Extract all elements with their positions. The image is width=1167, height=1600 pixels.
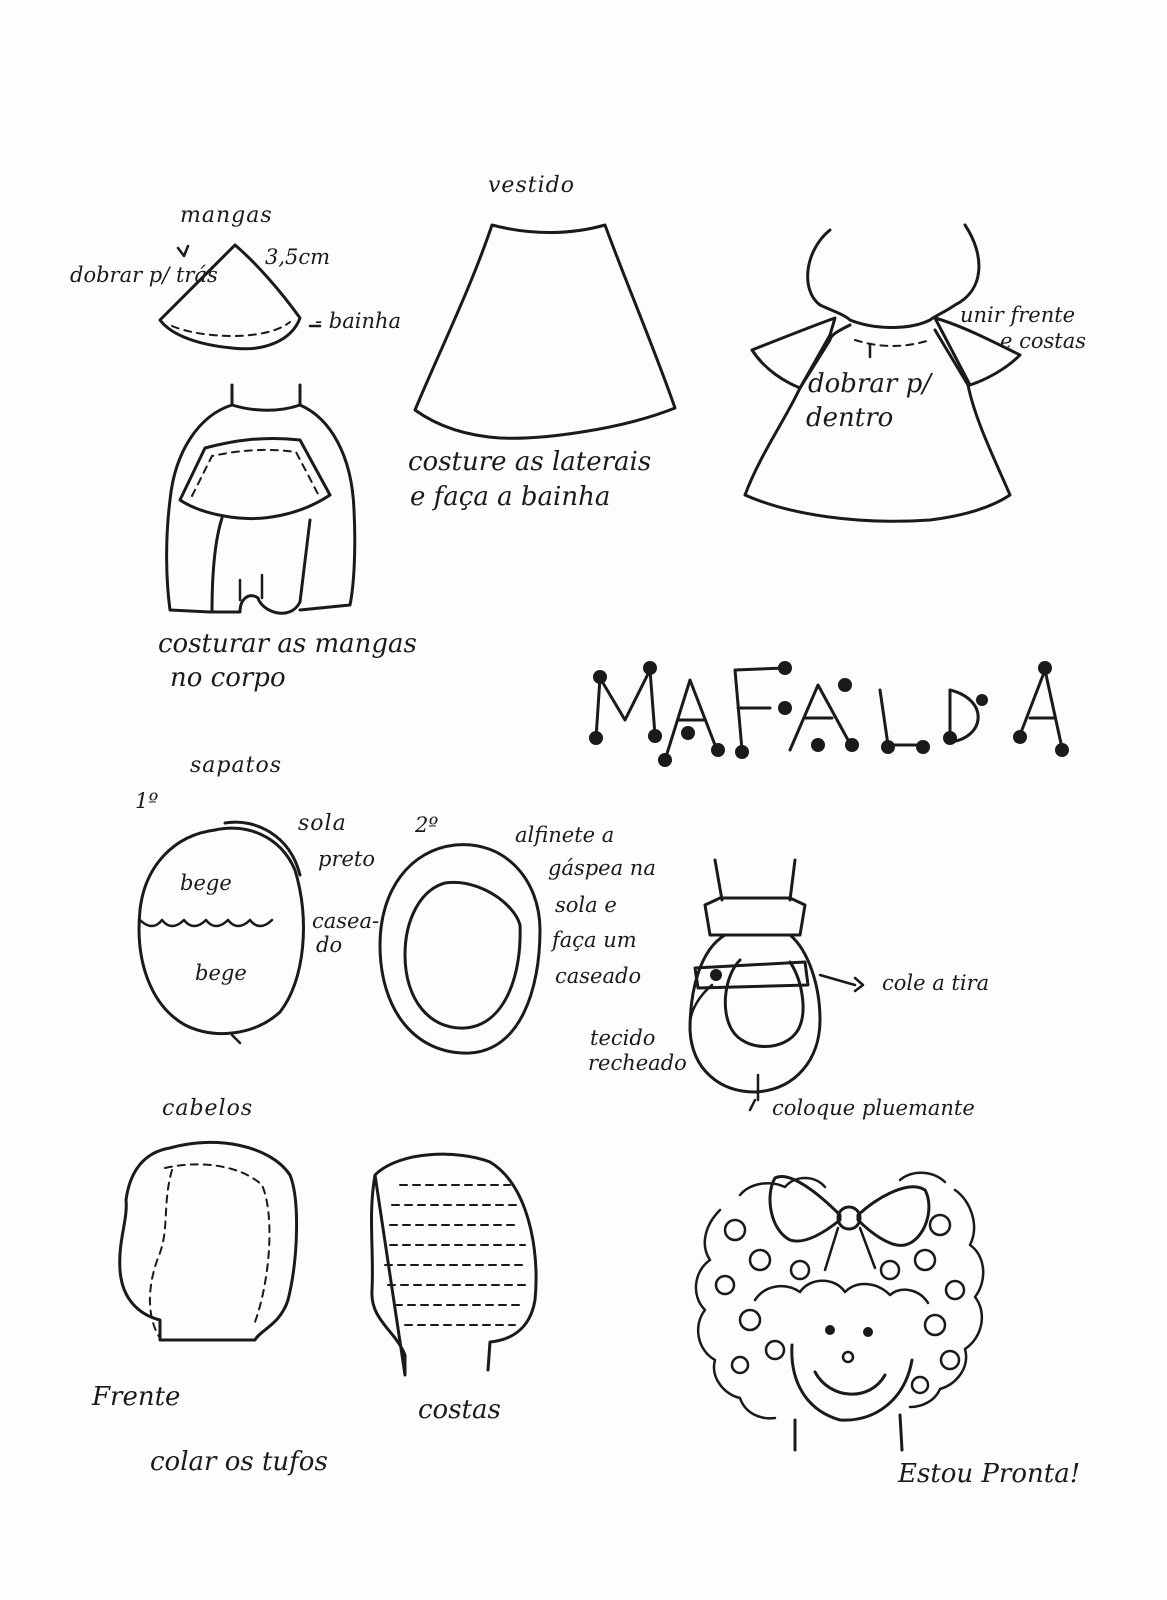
dress-title: vestido — [488, 173, 575, 198]
shoe-final-drawing — [690, 860, 863, 1110]
finished-doll-drawing — [696, 1173, 983, 1450]
sleeves-instruction-1: costurar as mangas — [158, 629, 417, 659]
dress-fold-label-2: dentro — [806, 403, 894, 433]
mafalda-logo — [589, 661, 1069, 767]
shoe-fabric-2: recheado — [588, 1051, 687, 1075]
shoe-pin-2: gáspea na — [548, 856, 656, 880]
shoe-beige-top: bege — [180, 871, 232, 895]
shoes-step-1: 1º — [135, 789, 159, 813]
hair-front-label: Frente — [92, 1382, 181, 1412]
dress-skirt-pattern — [415, 225, 675, 438]
hair-back-pattern — [371, 1154, 536, 1375]
sleeves-fold-label: dobrar p/ trás — [70, 263, 218, 287]
hair-back-label: costas — [418, 1395, 501, 1425]
shoe-beige-bottom: bege — [195, 961, 247, 985]
shoe-stitch-label-1: casea- — [312, 909, 380, 933]
shoe-step2-drawing — [380, 845, 540, 1053]
shoe-step1-drawing — [139, 822, 303, 1043]
shoe-strap-label: cole a tira — [882, 971, 990, 995]
dress-join-label-1: unir frente — [960, 303, 1076, 327]
sleeves-hem-label: - bainha — [315, 309, 402, 333]
finish-label: Estou Pronta! — [898, 1459, 1081, 1489]
shoe-pin-5: caseado — [555, 964, 642, 988]
shoes-sole-label: sola — [298, 811, 347, 836]
shoe-pin-3: sola e — [555, 893, 617, 917]
sleeves-title: mangas — [180, 203, 273, 228]
shoe-pin-1: alfinete a — [515, 823, 615, 847]
hair-title: cabelos — [162, 1096, 254, 1121]
shoes-black-label: preto — [318, 847, 375, 871]
sleeves-instruction-2: no corpo — [170, 663, 286, 693]
dress-join-label-2: e costas — [1000, 329, 1087, 353]
hair-instruction: colar os tufos — [150, 1447, 328, 1477]
shoe-fabric-1: tecido — [590, 1026, 656, 1050]
sleeves-size-label: 3,5cm — [265, 245, 331, 269]
hair-front-pattern — [120, 1142, 297, 1340]
dress-fold-label-1: dobrar p/ — [808, 369, 931, 399]
dress-instruction-1: costure as laterais — [408, 447, 652, 477]
shoes-title: sapatos — [190, 753, 282, 778]
shoe-pin-4: faça um — [552, 928, 637, 952]
shoe-stitch-label-2: do — [316, 933, 343, 957]
shoe-feather-label: coloque pluemante — [772, 1096, 975, 1120]
sleeve-on-body-drawing — [167, 385, 355, 613]
dress-instruction-2: e faça a bainha — [410, 482, 611, 512]
shoes-step-2: 2º — [415, 813, 439, 837]
